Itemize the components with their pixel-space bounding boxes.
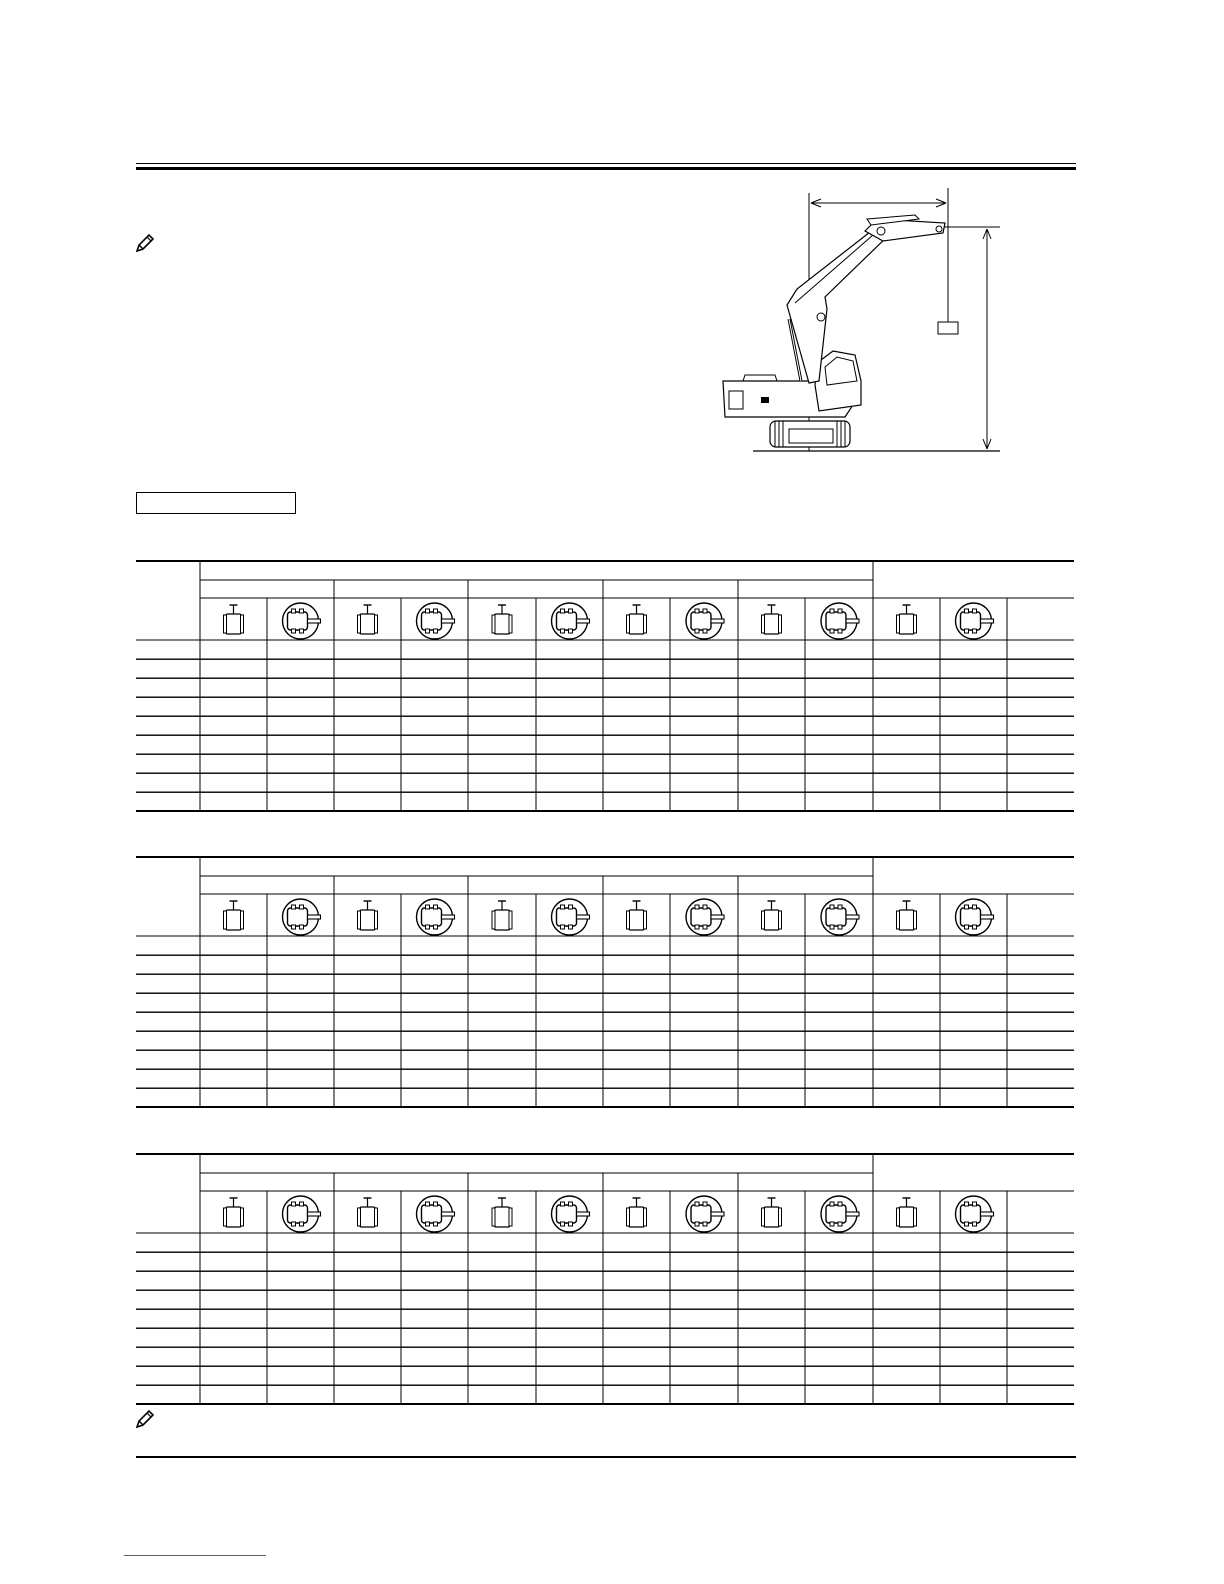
pencil-note-icon <box>134 232 156 254</box>
footer-link-underline[interactable] <box>124 1555 266 1556</box>
load-box <box>938 322 958 334</box>
rotation-icon <box>686 603 724 639</box>
rotation-icon <box>956 899 994 935</box>
front-track-icon <box>897 605 917 634</box>
table-row <box>136 1012 1074 1013</box>
front-track-icon <box>492 901 512 930</box>
rotation-icon <box>417 1196 455 1232</box>
table-top-rule <box>136 1153 1074 1155</box>
table-row <box>136 792 1074 793</box>
rotation-icon <box>417 603 455 639</box>
front-track-icon <box>358 1198 378 1227</box>
front-track-icon <box>627 901 647 930</box>
front-track-icon <box>358 605 378 634</box>
front-track-icon <box>492 605 512 634</box>
lifting-capacity-table <box>136 856 1074 1108</box>
lifting-capacity-table <box>136 560 1074 812</box>
rotation-icon <box>417 899 455 935</box>
label-box <box>136 492 296 514</box>
table-row <box>136 1106 1074 1108</box>
front-track-icon <box>358 901 378 930</box>
rotation-icon <box>686 1196 724 1232</box>
table-row <box>136 1050 1074 1051</box>
table-row <box>136 1069 1074 1070</box>
table-row <box>136 1385 1074 1386</box>
excavator-diagram <box>715 185 1005 457</box>
footer-rule <box>136 1456 1076 1458</box>
front-track-icon <box>627 1198 647 1227</box>
table-row <box>136 773 1074 774</box>
table-row <box>136 697 1074 698</box>
front-track-icon <box>627 605 647 634</box>
front-track-icon <box>897 1198 917 1227</box>
rotation-icon <box>821 1196 859 1232</box>
rotation-icon <box>283 603 321 639</box>
table-top-rule <box>136 856 1074 858</box>
table-row <box>136 1290 1074 1291</box>
header-rule-bottom <box>136 167 1076 170</box>
table-row <box>136 1309 1074 1310</box>
rotation-icon <box>552 899 590 935</box>
table-row <box>136 1347 1074 1348</box>
rotation-icon <box>552 603 590 639</box>
rotation-icon <box>686 899 724 935</box>
rotation-icon <box>956 1196 994 1232</box>
table-row <box>136 1252 1074 1253</box>
rotation-icon <box>283 1196 321 1232</box>
table-row <box>136 678 1074 679</box>
table-row <box>136 1271 1074 1272</box>
front-track-icon <box>762 1198 782 1227</box>
rotation-icon <box>821 899 859 935</box>
table-row <box>136 810 1074 812</box>
table-row <box>136 974 1074 975</box>
front-track-icon <box>762 901 782 930</box>
pencil-note-icon <box>134 1408 156 1430</box>
front-track-icon <box>492 1198 512 1227</box>
table-row <box>136 754 1074 755</box>
table-row <box>136 1031 1074 1032</box>
front-track-icon <box>224 901 244 930</box>
table-row <box>136 1403 1074 1405</box>
front-track-icon <box>762 605 782 634</box>
header-rule-top <box>136 163 1076 164</box>
table-row <box>136 1088 1074 1089</box>
table-top-rule <box>136 560 1074 562</box>
rotation-icon <box>283 899 321 935</box>
rotation-icon <box>821 603 859 639</box>
table-row <box>136 1366 1074 1367</box>
rotation-icon <box>552 1196 590 1232</box>
front-track-icon <box>897 901 917 930</box>
lifting-capacity-table <box>136 1153 1074 1405</box>
table-row <box>136 735 1074 736</box>
table-row <box>136 659 1074 660</box>
table-row <box>136 716 1074 717</box>
rotation-icon <box>956 603 994 639</box>
front-track-icon <box>224 605 244 634</box>
front-track-icon <box>224 1198 244 1227</box>
table-row <box>136 955 1074 956</box>
table-row <box>136 1328 1074 1329</box>
table-row <box>136 993 1074 994</box>
